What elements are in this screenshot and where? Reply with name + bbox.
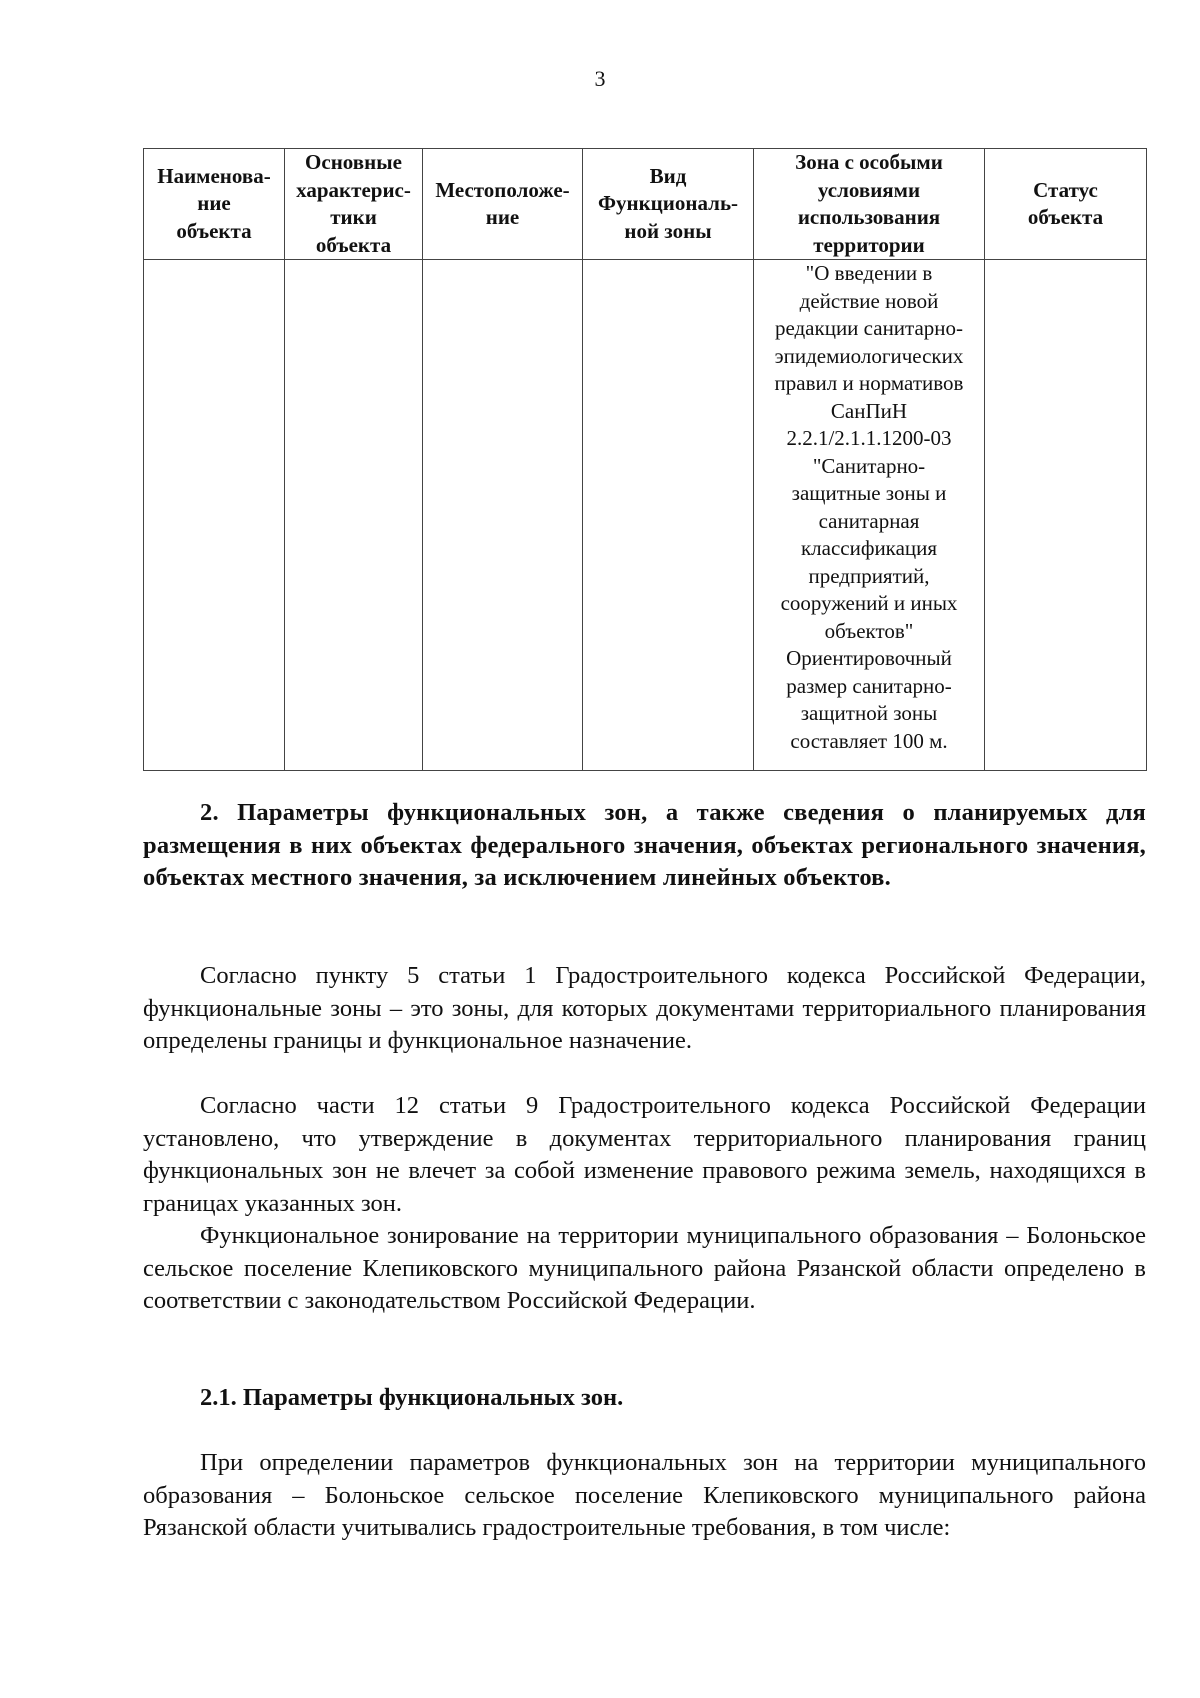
header-object-name: Наименова- ние объекта <box>144 149 285 260</box>
cell-location <box>423 260 583 771</box>
cell-functional-zone-type <box>583 260 754 771</box>
page-number: 3 <box>594 66 606 91</box>
cell-special-conditions-zone: "О введении в действие новой редакции санитарно- эпидемиологических правил и нормативов СанПиН 2.2.1/2.1.1.1200-03 "Санитарно- защитные зоны и санитарная классификация предприятий, сооружений и иных объектов" Ориентировочный размер санитарно- защитной зоны составляет 100 м. <box>754 260 985 771</box>
header-special-conditions-zone: Зона с особыми условиями использования территории <box>754 149 985 260</box>
header-main-characteristics: Основные характерис- тики объекта <box>285 149 423 260</box>
cell-object-status <box>985 260 1147 771</box>
paragraph-functional-zoning: Функциональное зонирование на территории муниципального образования – Болоньское сельское поселение Клепиковского муниципального района Рязанской области определено в соответствии с законодательством Российской Федерации. <box>143 1222 1146 1314</box>
table-row <box>144 260 1147 771</box>
paragraph-functional-zones-definition: Согласно пункту 5 статьи 1 Градостроительного кодекса Российской Федерации, функциональные зоны – это зоны, для которых документами территориального планирования определены границы и функциональное назначение. <box>143 962 1146 1054</box>
cell-main-characteristics <box>285 260 423 771</box>
paragraph-legal-regime: Согласно части 12 статьи 9 Градостроительного кодекса Российской Федерации установлено, что утверждение в документах территориального планирования границ функциональных зон не влечет за собой изменение правового режима земель, находящихся в границах указанных зон. <box>143 1092 1146 1217</box>
header-location: Местоположе- ние <box>423 149 583 260</box>
section-heading-2-1: 2.1. Параметры функциональных зон. <box>200 1384 624 1411</box>
cell-object-name <box>144 260 285 771</box>
table-header-row <box>144 149 1147 260</box>
paragraph-zone-parameters: При определении параметров функциональных зон на территории муниципального образования – Болоньское сельское поселение Клепиковского муниципального района Рязанской области учитывались градостроительные требования, в том числе: <box>143 1449 1146 1541</box>
section-heading-2: 2. Параметры функциональных зон, а также сведения о планируемых для размещения в них объектах федерального значения, объектах регионального значения, объектах местного значения, за исключением линейных объектов. <box>143 799 1146 891</box>
header-object-status: Статус объекта <box>985 149 1147 260</box>
objects-table <box>143 148 1147 771</box>
header-functional-zone-type: Вид Функциональ- ной зоны <box>583 149 754 260</box>
